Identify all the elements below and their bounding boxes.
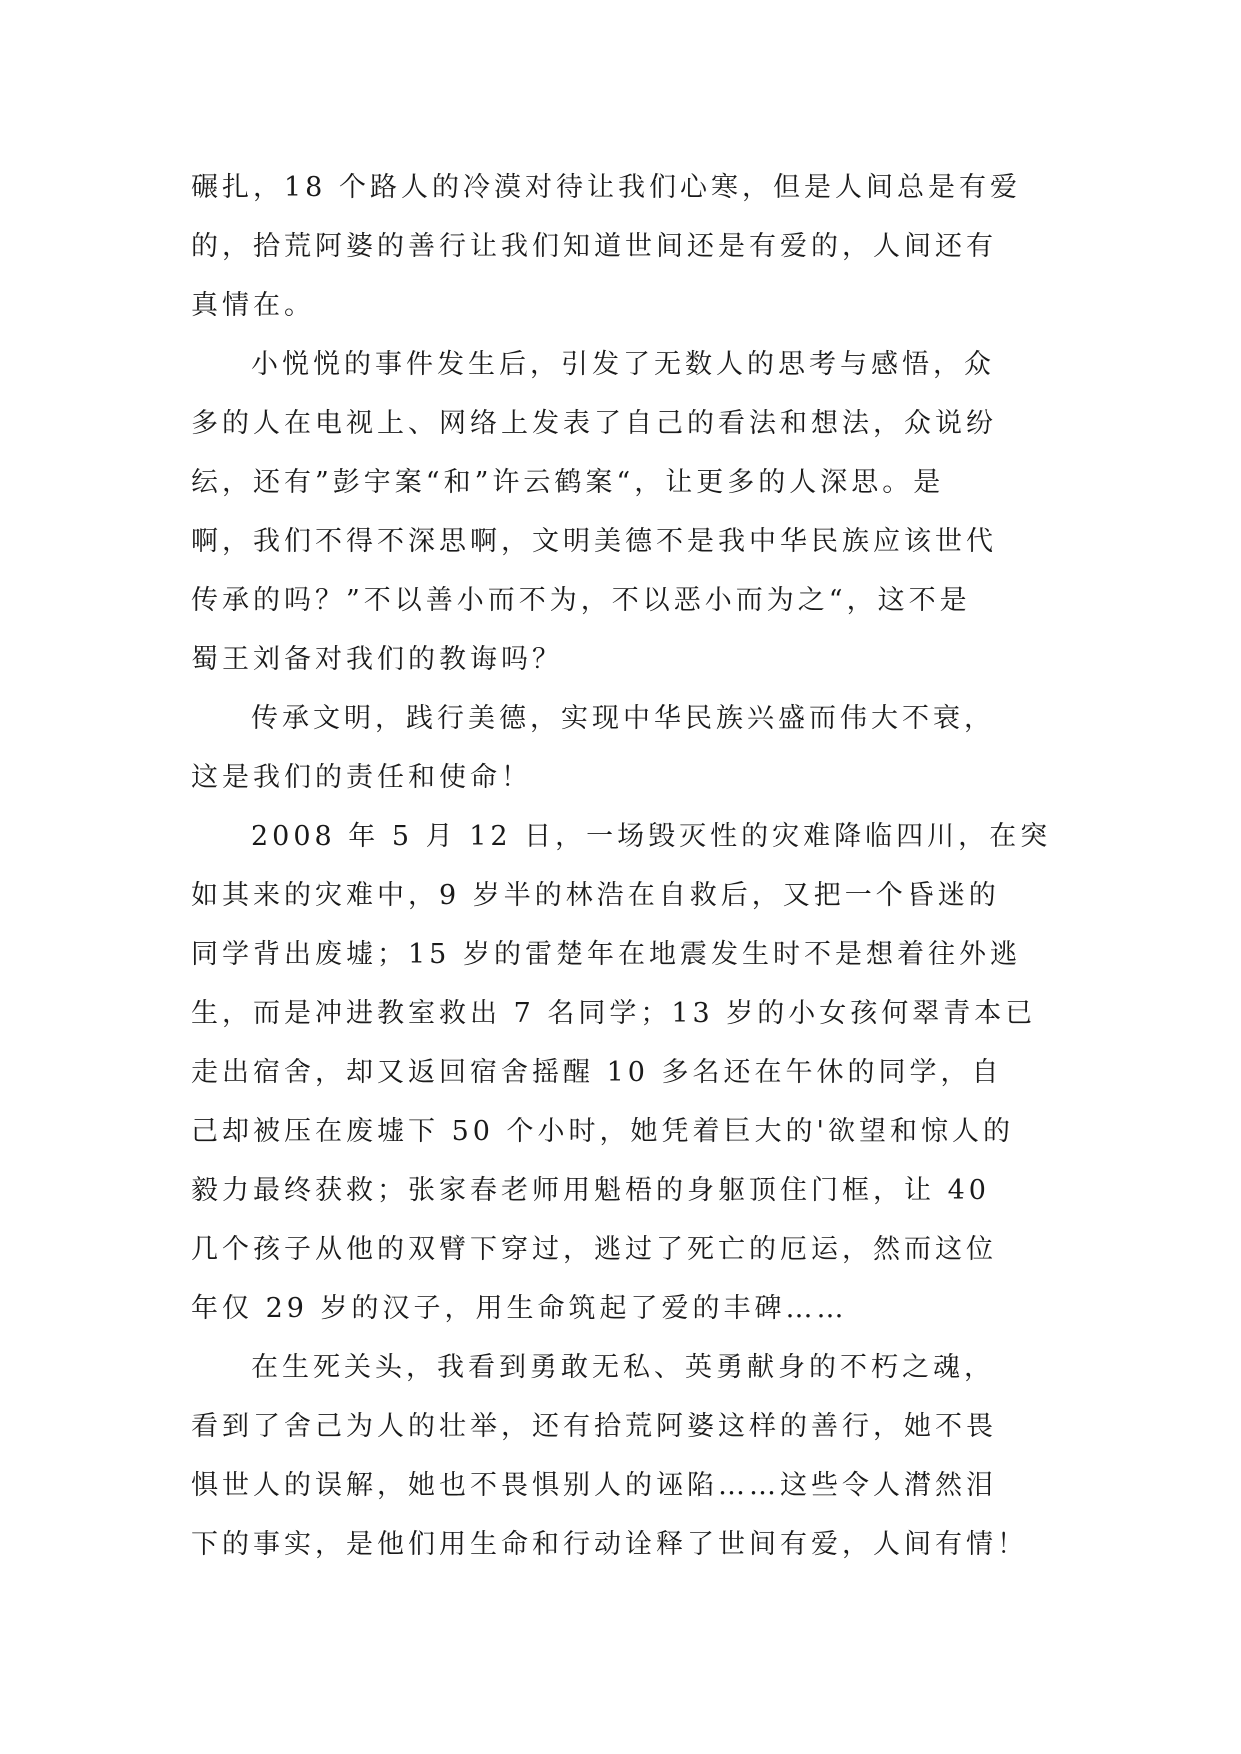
text-line: 年仅 29 岁的汉子，用生命筑起了爱的丰碑…… <box>191 1293 848 1324</box>
text-line: 己却被压在废墟下 50 个小时，她凭着巨大的'欲望和惊人的 <box>191 1116 1014 1147</box>
text-line: 真情在。 <box>191 290 315 321</box>
text-line: 走出宿舍，却又返回宿舍摇醒 10 多名还在午休的同学，自 <box>191 1057 1003 1088</box>
text-line: 在生死关头，我看到勇敢无私、英勇献身的不朽之魂， <box>251 1352 995 1383</box>
text-line: 传承的吗？”不以善小而不为，不以恶小而为之“，这不是 <box>191 585 971 616</box>
text-line: 纭，还有”彭宇案“和”许云鹤案“，让更多的人深思。是 <box>191 467 945 498</box>
text-line: 同学背出废墟；15 岁的雷楚年在地震发生时不是想着往外逃 <box>191 939 1021 970</box>
text-line: 碾扎，18 个路人的冷漠对待让我们心寒，但是人间总是有爱 <box>191 172 1021 203</box>
text-line: 这是我们的责任和使命！ <box>191 762 532 793</box>
text-line: 几个孩子从他的双臂下穿过，逃过了死亡的厄运，然而这位 <box>191 1234 997 1265</box>
text-line: 看到了舍己为人的壮举，还有拾荒阿婆这样的善行，她不畏 <box>191 1411 997 1442</box>
text-line: 毅力最终获救；张家春老师用魁梧的身躯顶住门框，让 40 <box>191 1175 990 1206</box>
text-line: 啊，我们不得不深思啊，文明美德不是我中华民族应该世代 <box>191 526 997 557</box>
text-line: 小悦悦的事件发生后，引发了无数人的思考与感悟，众 <box>251 349 995 380</box>
text-line: 生，而是冲进教室救出 7 名同学；13 岁的小女孩何翠青本已 <box>191 998 1037 1029</box>
text-line: 惧世人的误解，她也不畏惧别人的诬陷……这些令人潸然泪 <box>191 1470 997 1501</box>
text-line: 传承文明，践行美德，实现中华民族兴盛而伟大不衰， <box>251 703 995 734</box>
text-line: 多的人在电视上、网络上发表了自己的看法和想法，众说纷 <box>191 408 997 439</box>
text-line: 2008 年 5 月 12 日，一场毁灭性的灾难降临四川，在突 <box>251 821 1052 852</box>
document-body <box>191 158 1071 1574</box>
text-line: 如其来的灾难中，9 岁半的林浩在自救后，又把一个昏迷的 <box>191 880 1000 911</box>
text-line: 的，拾荒阿婆的善行让我们知道世间还是有爱的，人间还有 <box>191 231 997 262</box>
text-line: 蜀王刘备对我们的教诲吗？ <box>191 644 563 675</box>
text-line: 下的事实，是他们用生命和行动诠释了世间有爱，人间有情！ <box>191 1529 1028 1560</box>
